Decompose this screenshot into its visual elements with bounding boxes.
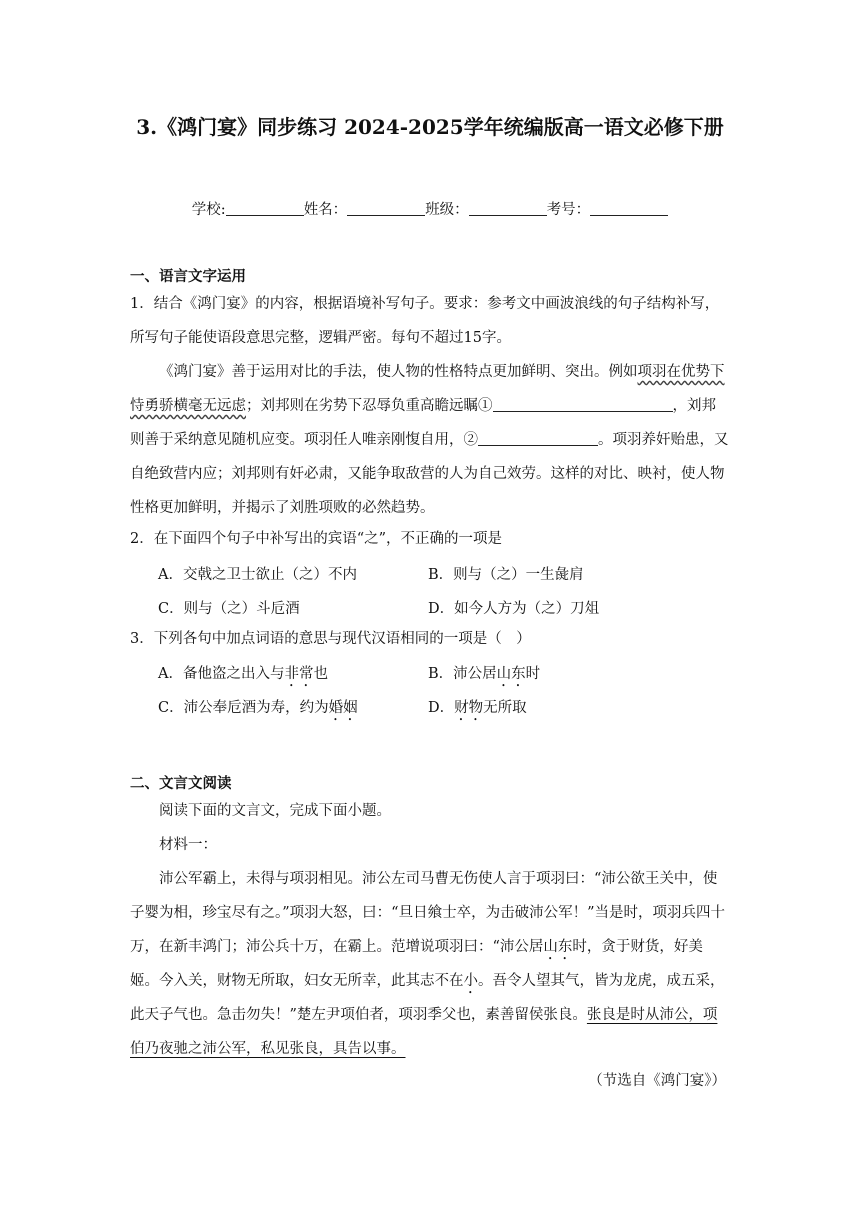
- q2-option-c[interactable]: C．则与（之）斗卮酒: [158, 601, 300, 617]
- classical-underlined-sentence: 张良是时从沛公，项伯乃夜驰之沛公军，私见张良，具告以事。: [130, 1007, 718, 1057]
- q3-d-dotted: 财物: [454, 700, 484, 716]
- class-label: 班级：: [425, 202, 469, 218]
- q3-option-b[interactable]: [428, 662, 540, 690]
- q1-blank2-label: ②: [463, 432, 478, 448]
- q2-option-d[interactable]: D．如今人方为（之）刀俎: [428, 601, 600, 617]
- section2-heading: 二、文言文阅读: [130, 775, 232, 792]
- section2-intro: 阅读下面的文言文，完成下面小题。: [159, 803, 391, 819]
- q2-option-b[interactable]: B．则与（之）一生彘肩: [428, 567, 584, 583]
- q3-option-d[interactable]: [428, 696, 527, 724]
- q2-option-a[interactable]: A．交戟之卫士欲止（之）不内: [158, 567, 357, 583]
- q1-passage-c: ，刘邦则善于采纳意见随机应变。项羽任人唯亲刚愎自用，: [130, 398, 716, 448]
- q3-stem: 3．下列各句中加点词语的意思与现代汉语相同的一项是（ ）: [130, 631, 531, 647]
- source-note: （节选自《鸿门宴》）: [588, 1073, 726, 1089]
- q2-stem: 2．在下面四个句子中补写出的宾语“之”，不正确的一项是: [130, 531, 503, 547]
- q1-blank1-label: ①: [478, 398, 493, 414]
- q3-a-text: A．备他盗之出入与: [158, 666, 285, 682]
- material-label: 材料一：: [159, 837, 217, 853]
- number-blank[interactable]: [590, 201, 668, 216]
- q3-d-text: D．: [428, 700, 455, 716]
- name-label: 姓名：: [303, 202, 348, 218]
- q1-wavy-sentence: 项羽在优势下恃勇骄横毫无远虑: [130, 364, 725, 414]
- classical-text-c: 。吾令人望其气，皆为龙虎，成五采，此天子气也。急击勿失！”楚左尹项伯者，项羽季父也，素善留侯张良。: [130, 973, 725, 1023]
- q3-b-dotted: 山东: [496, 666, 526, 682]
- class-blank[interactable]: [469, 201, 547, 216]
- classical-dotted-2: 小: [463, 973, 478, 989]
- classical-text-a: 沛公军霸上，未得与项羽相见。沛公左司马曹无伤使人言于项羽曰：“沛公欲王关中，使子婴为相，珍宝尽有之。”项羽大怒，曰：“旦日飨士卒，为击破沛公军！”当是时，项羽兵四十万，在新丰鸿门；沛公兵十万，在霸上。范增说项羽曰：“沛公居: [130, 871, 725, 955]
- q1-passage-d: 。项羽养奸贻患，又自绝致营内应；刘邦则有奸必肃，又能争取敌营的人为自己效劳。这样的对比、映衬，使人物性格更加鲜明，并揭示了刘胜项败的必然趋势。: [130, 432, 729, 516]
- classical-text-b: 时，贪于财货，好美姬。今入关，财物无所取，妇女无所幸，此其志不在: [130, 939, 703, 989]
- school-blank[interactable]: [226, 201, 304, 216]
- q1-passage-b: ；刘邦则在劣势下忍辱负重高瞻远瞩: [246, 398, 478, 414]
- q3-d-post: 无所取: [483, 700, 527, 716]
- section1-heading: 一、语言文字运用: [130, 268, 246, 285]
- q1-passage-a: 《鸿门宴》善于运用对比的手法，使人物的性格特点更加鲜明、突出。例如: [159, 364, 638, 380]
- classical-text: [130, 862, 730, 1066]
- number-label: 考号：: [546, 202, 591, 218]
- q1-stem: 1．结合《鸿门宴》的内容，根据语境补写句子。要求：参考文中画波浪线的句子结构补写，所写句子能使语段意思完整，逻辑严密。每句不超过15字。: [130, 296, 720, 346]
- q3-b-post: 时: [525, 666, 541, 682]
- q3-option-c[interactable]: [158, 696, 358, 724]
- q3-b-text: B．沛公居: [428, 666, 497, 682]
- q3-c-dotted: 婚姻: [328, 700, 358, 716]
- q3-a-dotted: 非常: [284, 666, 314, 682]
- q1-blank1[interactable]: [493, 397, 673, 412]
- name-blank[interactable]: [347, 201, 425, 216]
- q3-a-post: 也: [313, 666, 328, 682]
- q1-passage: [130, 355, 730, 525]
- student-info-line: [0, 198, 860, 219]
- q3-c-text: C．沛公奉卮酒为寿，约为: [158, 700, 329, 716]
- q3-option-a[interactable]: [158, 662, 328, 690]
- page-title: 3.《鸿门宴》同步练习 2024-2025学年统编版高一语文必修下册: [136, 115, 724, 139]
- school-label: 学校:: [191, 202, 226, 218]
- q1-blank2[interactable]: [478, 431, 598, 446]
- classical-dotted-1: 山东: [543, 939, 573, 955]
